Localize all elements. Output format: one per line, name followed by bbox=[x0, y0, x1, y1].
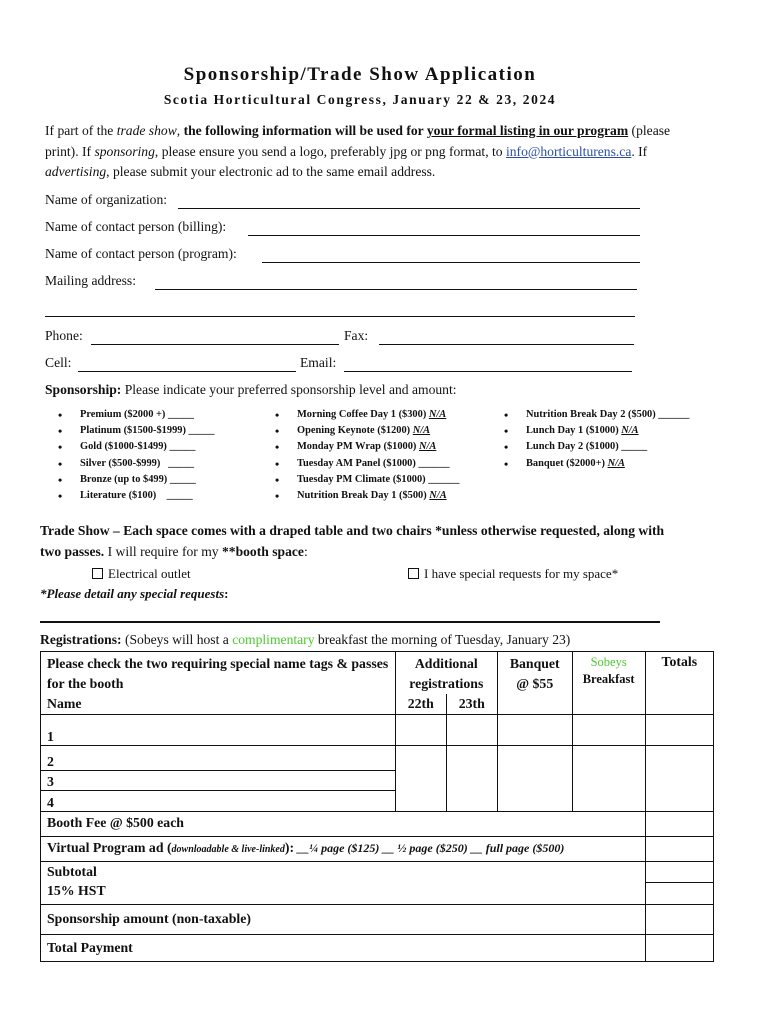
virtual-ad-text: Virtual Program ad ( bbox=[47, 840, 172, 855]
day-headers bbox=[396, 694, 497, 714]
registrant-name-cell[interactable]: 4 bbox=[41, 791, 396, 812]
sponsorship-col-3 bbox=[504, 409, 689, 474]
registration-cell[interactable] bbox=[446, 771, 497, 791]
virtual-ad-colon: ): bbox=[284, 840, 295, 855]
sponsorship-option[interactable] bbox=[58, 474, 215, 490]
registration-cell[interactable] bbox=[395, 746, 446, 771]
check-instruction: Please check the two requiring special name tags & passes for the booth bbox=[47, 656, 389, 691]
sponsorship-option[interactable] bbox=[58, 409, 215, 425]
registration-cell[interactable] bbox=[446, 791, 497, 812]
sobeys-header bbox=[572, 652, 645, 715]
intro-text: (please print). If bbox=[45, 123, 671, 159]
registration-cell[interactable] bbox=[497, 715, 572, 746]
booth-fee-total[interactable] bbox=[645, 812, 713, 837]
subtotal-row[interactable] bbox=[41, 862, 714, 883]
phone-label: Phone: bbox=[45, 328, 83, 343]
phone-line[interactable] bbox=[91, 344, 339, 345]
sponsorship-amount-row[interactable] bbox=[41, 905, 714, 935]
mailing-line-2[interactable] bbox=[45, 316, 635, 317]
contact-program-line[interactable] bbox=[262, 262, 640, 263]
table-header-row bbox=[41, 652, 714, 715]
header-names-cell bbox=[41, 652, 396, 715]
fax-field[interactable] bbox=[344, 328, 636, 346]
intro-underlined: your formal listing in our program bbox=[426, 123, 629, 138]
email-label: Email: bbox=[300, 355, 337, 370]
virtual-ad-row[interactable] bbox=[41, 837, 714, 862]
intro-text: , bbox=[176, 123, 184, 138]
sponsorship-option-label: Premium ($2000 +) bbox=[80, 409, 166, 420]
page-title: Sponsorship/Trade Show Application bbox=[183, 64, 537, 85]
sponsorship-option[interactable] bbox=[58, 490, 215, 506]
page-subtitle: Scotia Horticultural Congress, January 22 & 23, 2024 bbox=[163, 92, 557, 107]
sponsorship-option[interactable] bbox=[275, 490, 459, 506]
sponsorship-option[interactable] bbox=[275, 441, 459, 457]
special-requests-colon: : bbox=[224, 586, 229, 601]
virtual-ad-small: downloadable & live-linked bbox=[171, 844, 285, 855]
not-available-label: N/A bbox=[429, 489, 447, 501]
sponsorship-option-label: Tuesday PM Climate ($1000) bbox=[297, 473, 426, 485]
intro-text: , please ensure you send a logo, preferably jpg or png format, to bbox=[154, 143, 506, 159]
organization-field[interactable] bbox=[45, 192, 640, 210]
electrical-checkbox[interactable] bbox=[92, 566, 191, 582]
electrical-label: Electrical outlet bbox=[108, 566, 191, 581]
table-row[interactable] bbox=[41, 791, 714, 812]
registrations-heading bbox=[40, 632, 570, 648]
sponsorship-option[interactable] bbox=[58, 458, 215, 474]
intro-text: , please submit your electronic ad to the same email address. bbox=[106, 164, 436, 179]
sponsorship-option[interactable] bbox=[275, 458, 459, 474]
sponsorship-option[interactable] bbox=[504, 458, 689, 474]
sponsorship-option-label: Lunch Day 1 ($1000) bbox=[526, 425, 619, 437]
registration-cell[interactable] bbox=[497, 791, 572, 812]
registration-cell[interactable] bbox=[446, 746, 497, 771]
total-payment-row[interactable] bbox=[41, 935, 714, 962]
registrations-label: Registrations: bbox=[40, 632, 122, 647]
intro-bold: the following information will be used for bbox=[183, 123, 427, 138]
additional-label: Additional registrations bbox=[409, 656, 484, 691]
table-row[interactable] bbox=[41, 746, 714, 771]
banquet-header: Banquet @ $55 bbox=[497, 652, 572, 715]
registrations-note: breakfast the morning of Tuesday, January 23) bbox=[314, 632, 571, 647]
intro-sponsoring: sponsoring bbox=[94, 143, 155, 159]
sponsorship-option-label: Tuesday AM Panel ($1000) bbox=[297, 457, 416, 469]
special-requests-note bbox=[40, 586, 228, 602]
sponsorship-amount-label: Sponsorship amount (non-taxable) bbox=[41, 905, 646, 935]
amount-blank[interactable]: _____ bbox=[185, 425, 215, 437]
not-available-label: N/A bbox=[419, 441, 437, 453]
registration-cell[interactable] bbox=[645, 715, 713, 746]
registration-cell[interactable] bbox=[572, 791, 645, 812]
sobeys-label: Sobeys bbox=[590, 655, 627, 669]
booth-fee-label: Booth Fee @ $500 each bbox=[41, 812, 646, 837]
amount-blank[interactable]: _____ bbox=[156, 489, 193, 501]
cell-field[interactable] bbox=[45, 355, 305, 373]
intro-paragraph bbox=[45, 121, 675, 183]
registrant-name-cell[interactable]: 1 bbox=[41, 715, 396, 746]
intro-text: If part of the bbox=[45, 123, 117, 138]
sponsorship-option[interactable] bbox=[58, 441, 215, 457]
sponsorship-option-label: Banquet ($2000+) bbox=[526, 457, 605, 469]
registration-cell[interactable] bbox=[645, 746, 713, 771]
sponsorship-option-label: Nutrition Break Day 2 ($500) bbox=[526, 409, 656, 420]
amount-blank[interactable]: _____ bbox=[166, 441, 196, 453]
hst-row[interactable] bbox=[41, 883, 714, 905]
registrations-table bbox=[40, 651, 714, 962]
special-requests-detail: *Please detail any special requests bbox=[40, 586, 225, 601]
sponsorship-heading bbox=[45, 382, 457, 398]
organization-line[interactable] bbox=[178, 208, 640, 209]
contact-billing-label: Name of contact person (billing): bbox=[45, 219, 227, 234]
sponsorship-option-label: Morning Coffee Day 1 ($300) bbox=[297, 409, 427, 420]
amount-blank[interactable]: _____ bbox=[167, 473, 196, 485]
sponsorship-col-1 bbox=[58, 409, 215, 506]
sponsorship-option-label: Platinum ($1500-$1999) bbox=[80, 425, 186, 437]
sponsorship-option[interactable] bbox=[58, 425, 215, 441]
registration-cell[interactable] bbox=[395, 771, 446, 791]
checkbox-icon[interactable] bbox=[92, 568, 103, 579]
trade-show-bold: Trade Show – Each space comes with a draped table and two chairs *unless otherwise requested, along with two passes. bbox=[40, 523, 665, 559]
total-payment-label: Total Payment bbox=[41, 935, 646, 962]
not-available-label: N/A bbox=[621, 425, 639, 437]
breakfast-label: Breakfast bbox=[582, 672, 635, 686]
not-available-label: N/A bbox=[412, 425, 431, 437]
sponsorship-option[interactable] bbox=[504, 441, 689, 457]
sponsorship-option-label: Literature ($100) bbox=[80, 489, 157, 501]
amount-blank[interactable]: _____ bbox=[160, 457, 195, 469]
subtotal-label: Subtotal bbox=[41, 862, 646, 883]
day1-header: 22th bbox=[407, 696, 434, 711]
sponsorship-label: Sponsorship: bbox=[45, 382, 122, 397]
registration-cell[interactable] bbox=[572, 746, 645, 771]
registration-cell[interactable] bbox=[497, 746, 572, 771]
amount-blank[interactable]: ______ bbox=[415, 457, 450, 469]
trade-show-colon: : bbox=[303, 543, 308, 559]
registration-cell[interactable] bbox=[395, 715, 446, 746]
sponsorship-option[interactable] bbox=[504, 425, 689, 441]
sponsorship-option[interactable] bbox=[275, 425, 459, 441]
intro-advertising: advertising bbox=[45, 164, 107, 179]
checkbox-icon[interactable] bbox=[408, 568, 419, 579]
registrations-note: (Sobeys will host a bbox=[121, 632, 233, 647]
sponsorship-option-label: Bronze (up to $499) bbox=[80, 473, 168, 485]
subtotal-total[interactable] bbox=[645, 862, 713, 883]
sponsorship-instruction: Please indicate your preferred sponsorship level and amount: bbox=[121, 382, 457, 397]
amount-blank[interactable]: ______ bbox=[655, 409, 690, 420]
email-link[interactable]: info@horticulturens.ca bbox=[505, 143, 632, 159]
fax-label: Fax: bbox=[344, 328, 369, 343]
sponsorship-option-label: Opening Keynote ($1200) bbox=[297, 425, 411, 437]
totals-header: Totals bbox=[645, 652, 713, 715]
virtual-ad-options[interactable]: __¼ page ($125) __ ½ page ($250) __ full page ($500) bbox=[294, 841, 565, 855]
intro-text: . If bbox=[631, 143, 648, 159]
phone-field[interactable] bbox=[45, 328, 345, 346]
hst-total[interactable] bbox=[645, 883, 713, 905]
registration-cell[interactable] bbox=[572, 715, 645, 746]
additional-header bbox=[395, 652, 497, 715]
trade-show-text: I will require for my bbox=[104, 543, 222, 559]
sponsorship-option[interactable] bbox=[275, 409, 459, 425]
mailing-line[interactable] bbox=[155, 289, 637, 290]
virtual-ad-total[interactable] bbox=[645, 837, 713, 862]
registration-cell[interactable] bbox=[645, 771, 713, 791]
registration-cell[interactable] bbox=[497, 771, 572, 791]
mailing-label: Mailing address: bbox=[45, 273, 136, 288]
special-requests-checkbox[interactable] bbox=[408, 566, 618, 582]
contact-program-field[interactable] bbox=[45, 246, 640, 264]
registrant-name-cell[interactable]: 2 bbox=[41, 746, 396, 771]
registration-cell[interactable] bbox=[395, 791, 446, 812]
cell-line[interactable] bbox=[78, 371, 296, 372]
sponsorship-option-label: Gold ($1000-$1499) bbox=[80, 441, 167, 453]
sponsorship-option[interactable] bbox=[275, 474, 459, 490]
special-requests-label: I have special requests for my space* bbox=[424, 566, 619, 581]
mailing-field-2[interactable] bbox=[45, 300, 640, 318]
registrant-name-cell[interactable]: 3 bbox=[41, 771, 396, 791]
amount-blank[interactable]: ______ bbox=[425, 473, 460, 485]
mailing-field[interactable] bbox=[45, 273, 640, 291]
trade-show-paragraph bbox=[40, 521, 680, 562]
registration-cell[interactable] bbox=[645, 791, 713, 812]
amount-blank[interactable]: _____ bbox=[165, 409, 194, 420]
name-header: Name bbox=[47, 696, 82, 711]
registration-cell[interactable] bbox=[572, 771, 645, 791]
email-line[interactable] bbox=[344, 371, 632, 372]
contact-program-label: Name of contact person (program): bbox=[45, 246, 237, 261]
not-available-label: N/A bbox=[607, 457, 625, 469]
day2-header: 23th bbox=[446, 694, 497, 714]
booth-fee-row[interactable] bbox=[41, 812, 714, 837]
contact-billing-line[interactable] bbox=[248, 235, 640, 236]
hst-label: 15% HST bbox=[41, 883, 646, 905]
cell-label: Cell: bbox=[45, 355, 72, 370]
table-row[interactable] bbox=[41, 715, 714, 746]
fax-line[interactable] bbox=[379, 344, 634, 345]
sponsorship-col-2 bbox=[275, 409, 459, 506]
organization-label: Name of organization: bbox=[45, 192, 168, 207]
table-row[interactable] bbox=[41, 771, 714, 791]
contact-billing-field[interactable] bbox=[45, 219, 640, 237]
complimentary-text: complimentary bbox=[232, 632, 315, 647]
virtual-ad-label bbox=[41, 837, 646, 862]
booth-space-label: **booth space bbox=[221, 543, 304, 559]
sponsorship-option-label: Lunch Day 2 ($1000) bbox=[526, 441, 619, 453]
sponsorship-amount-total[interactable] bbox=[645, 905, 713, 935]
not-available-label: N/A bbox=[428, 409, 447, 420]
email-field[interactable] bbox=[300, 355, 634, 373]
sponsorship-option-label: Monday PM Wrap ($1000) bbox=[297, 441, 417, 453]
intro-trade-show: trade show bbox=[116, 123, 177, 138]
registration-cell[interactable] bbox=[446, 715, 497, 746]
sponsorship-option-label: Nutrition Break Day 1 ($500) bbox=[297, 489, 427, 501]
special-requests-line[interactable] bbox=[40, 621, 660, 623]
sponsorship-option-label: Silver ($500-$999) bbox=[80, 457, 161, 469]
amount-blank[interactable]: _____ bbox=[618, 441, 648, 453]
sponsorship-option[interactable] bbox=[504, 409, 689, 425]
total-payment-total[interactable] bbox=[645, 935, 713, 962]
